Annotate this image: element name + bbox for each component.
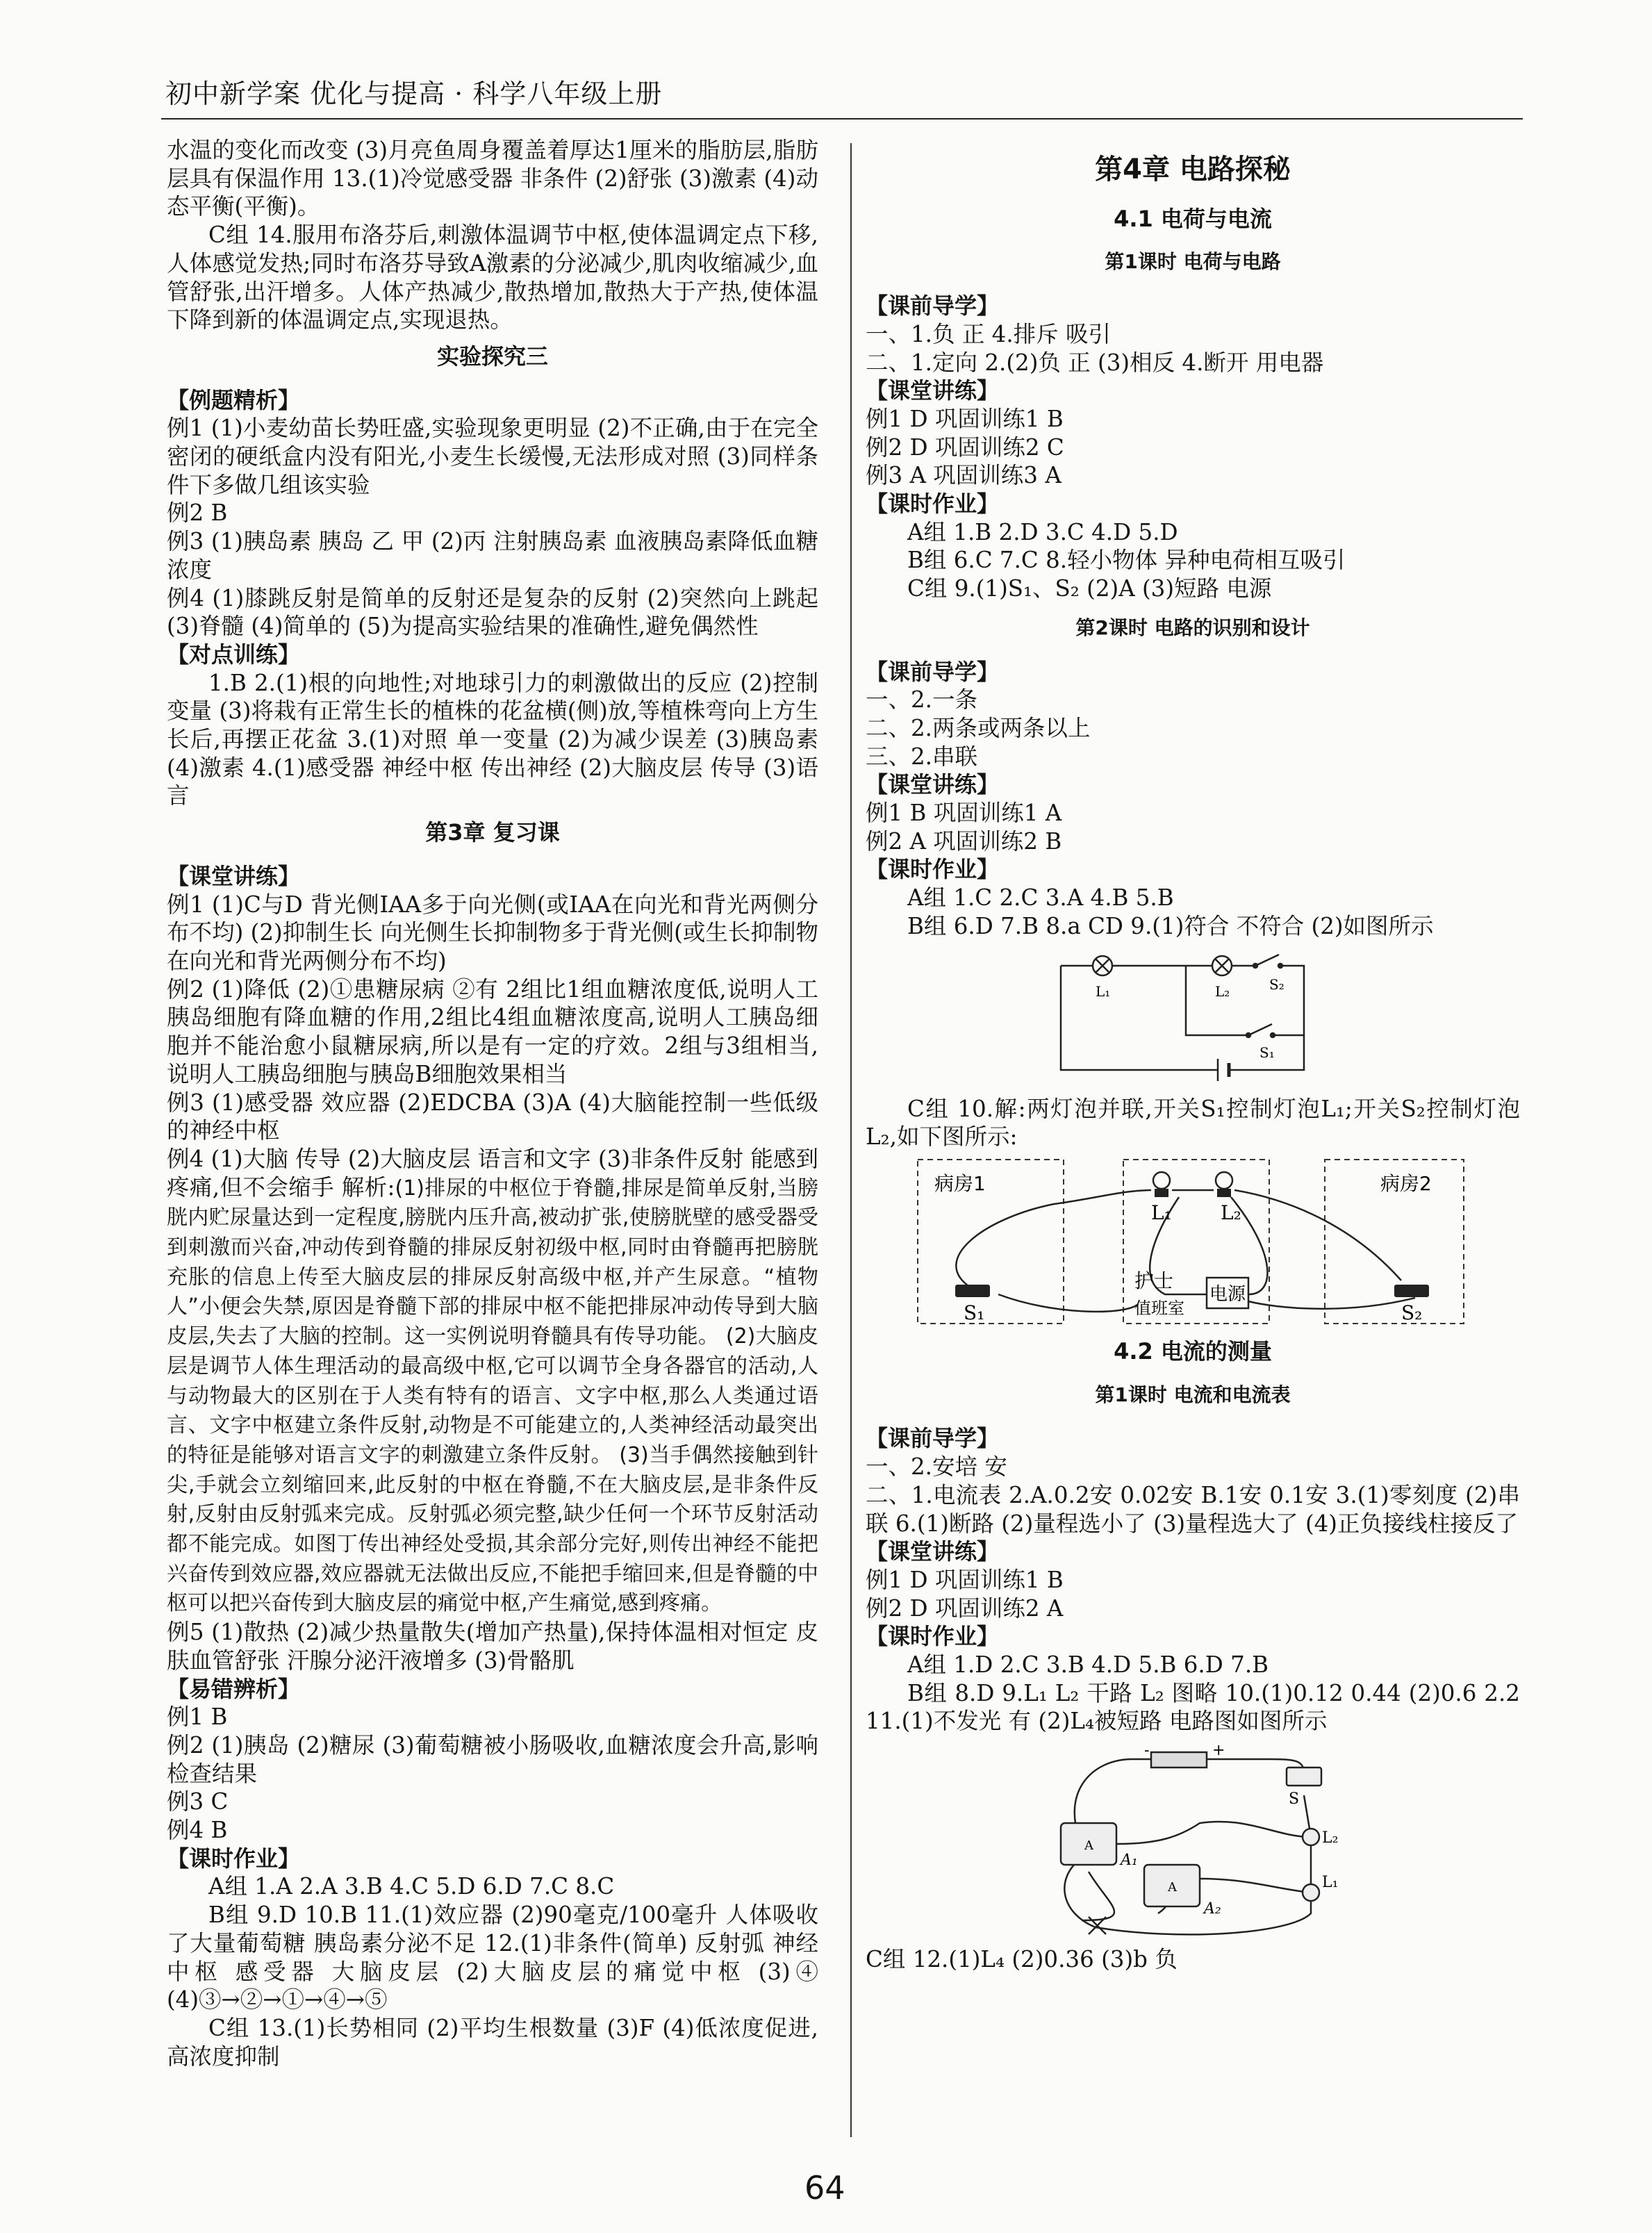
section-title: 实验探究三 xyxy=(436,343,548,370)
switch-label: S₁ xyxy=(964,1301,985,1324)
switch-label: S₂ xyxy=(1269,975,1285,993)
answer-line: A组 1.A 2.A 3.B 4.C 5.D 6.D 7.C 8.C xyxy=(208,1873,615,1900)
switch-label: S xyxy=(1289,1790,1300,1808)
battery-plus-label: + xyxy=(1212,1742,1225,1760)
column-divider xyxy=(850,143,852,2137)
left-column xyxy=(167,136,818,2070)
section-title: 4.1 电荷与电流 xyxy=(1114,205,1272,232)
analysis-text: (1)排尿的中枢位于脊髓,排尿是简单反射,当膀胱内贮尿量达到一定程度,膀胱内压升高,被动扩张,使膀胱壁的感受器受到刺激而兴奋,冲动传到脊髓的排尿反射初级中枢,同时由脊髓再把膀胱充胀的信息上传至大脑皮层的排尿反射高级中枢,并产生尿意。“植物人”小便会失禁,原因是脊髓下部的排尿中枢不能把排尿冲动传导到大脑皮层,失去了大脑的控制。这一实例说明脊髓具有传导功能。 (2)大脑皮层是调节人体生理活动的最高级中枢,它可以调节全身各器官的活动,人与动物最大的区别在于人类有特有的语言、文字中枢,那么人类通过语言、文字中枢建立条件反射,动物是不可能建立的,人类神经活动最突出的特征是能够对语言文字的刺激建立条件反射。 (3)当手偶然接触到针尖,手就会立刻缩回来,此反射的中枢在脊髓,不在大脑皮层,是非条件反射,反射由反射弧来完成。反射弧必须完整,缺少任何一个环节反射活动都不能完成。如图丁传出神经处受损,其余部分完好,则传出神经不能把兴奋传到效应器,效应器就无法做出反应,不能把手缩回来,但是脊髓的中枢可以把兴奋传到大脑皮层的痛觉中枢,产生痛觉,感到疼痛。 xyxy=(167,1176,818,1616)
lamp-label: L₁ xyxy=(1322,1874,1339,1892)
power-label: 电源 xyxy=(1209,1283,1246,1305)
section-label: 【课前导学】 xyxy=(866,1425,1000,1452)
section-label: 【课时作业】 xyxy=(866,491,1000,518)
answer-line: C组 13.(1)长势相同 (2)平均生根数量 (3)F (4)低浓度促进,高浓度抑制 xyxy=(167,2015,818,2070)
section-label: 【对点训练】 xyxy=(167,641,301,668)
answer-line: 例1 B xyxy=(167,1704,228,1731)
answer-line: A组 1.B 2.D 3.C 4.D 5.D xyxy=(907,518,1178,545)
paragraph: C组 14.服用布洛芬后,刺激体温调节中枢,使体温调定点下移,人体感觉发热;同时布洛芬导致A激素的分泌减少,肌肉收缩减少,血管舒张,出汗增多。人体产热减少,散热增加,散热大于产热,使体温下降到新的体温调定点,实现退热。 xyxy=(167,222,818,333)
section-label: 【课时作业】 xyxy=(866,1623,1000,1650)
answer-line: 二、1.定向 2.(2)负 正 (3)相反 4.断开 用电器 xyxy=(866,349,1324,376)
answer-line: 例2 A 巩固训练2 B xyxy=(866,827,1062,855)
answer-line: C组 9.(1)S₁、S₂ (2)A (3)短路 电源 xyxy=(907,575,1272,602)
series-parallel-circuit-figure xyxy=(1047,945,1339,1091)
answer-line: 例2 D 巩固训练2 C xyxy=(866,434,1064,461)
ammeter-label: A₁ xyxy=(1121,1852,1138,1870)
ward-call-circuit-figure xyxy=(915,1155,1471,1329)
section-label: 【课前导学】 xyxy=(866,292,1000,320)
answer-line: 例1 D 巩固训练1 B xyxy=(866,405,1064,432)
section-label: 【课堂讲练】 xyxy=(167,862,301,889)
answer-line: 例4 (1)膝跳反射是简单的反射还是复杂的反射 (2)突然向上跳起 (3)脊髓 (4)简单的 (5)为提高实验结果的准确性,避免偶然性 xyxy=(167,584,818,640)
lamp-label: L₂ xyxy=(1215,982,1230,1000)
section-label: 【课时作业】 xyxy=(167,1845,301,1872)
chapter-title: 第4章 电路探秘 xyxy=(1095,154,1291,186)
answer-line: 例1 (1)小麦幼苗长势旺盛,实验现象更明显 (2)不正确,由于在完全密闭的硬纸盒内没有阳光,小麦生长缓慢,无法形成对照 (3)同样条件下多做几组该实验 xyxy=(167,415,818,498)
answer-line: 一、2.安培 安 xyxy=(866,1453,1007,1481)
answer-line: 一、2.一条 xyxy=(866,686,978,714)
lamp-label: L₁ xyxy=(1096,982,1111,1000)
section-title: 4.2 电流的测量 xyxy=(1114,1337,1272,1365)
answer-line: 三、2.串联 xyxy=(866,743,978,770)
page-number: 64 xyxy=(804,2169,845,2207)
room-label: 护士 xyxy=(1134,1269,1174,1292)
lamp-label: L₂ xyxy=(1322,1829,1339,1847)
answer-line: 例1 (1)C与D 背光侧IAA多于向光侧(或IAA在向光和背光两侧分布不均) (2)抑制生长 向光侧生长抑制物多于背光侧(或生长抑制物在向光和背光两侧分布不均) xyxy=(167,891,818,974)
answer-line: 例2 (1)胰岛 (2)糖尿 (3)葡萄糖被小肠吸收,血糖浓度会升高,影响检查结果 xyxy=(167,1731,818,1787)
answer-line: 例2 B xyxy=(167,500,228,527)
answer-line: B组 6.D 7.B 8.a CD 9.(1)符合 不符合 (2)如图所示 xyxy=(907,912,1434,939)
answer-line: 例2 D 巩固训练2 A xyxy=(866,1595,1064,1622)
section-label: 【课堂讲练】 xyxy=(866,1538,1000,1565)
meter-face-label: A xyxy=(1084,1838,1093,1854)
answer-line: 例4 B xyxy=(167,1817,228,1844)
ammeter-circuit-figure xyxy=(1040,1740,1346,1941)
answer-line: A组 1.C 2.C 3.A 4.B 5.B xyxy=(907,884,1174,912)
answer-line: 二、2.两条或两条以上 xyxy=(866,714,1091,741)
ammeter-label: A₂ xyxy=(1204,1900,1221,1918)
lesson-title: 第2课时 电路的识别和设计 xyxy=(1075,616,1310,639)
ward-label: 病房1 xyxy=(934,1171,986,1195)
answer-line: 例3 C xyxy=(167,1788,229,1815)
section-label: 【课堂讲练】 xyxy=(866,771,1000,798)
room-label: 值班室 xyxy=(1134,1298,1184,1318)
right-column xyxy=(866,136,1520,1974)
paragraph: 水温的变化而改变 (3)月亮鱼周身覆盖着厚达1厘米的脂肪层,脂肪层具有保温作用 13.(1)冷觉感受器 非条件 (2)舒张 (3)激素 (4)动态平衡(平衡)。 xyxy=(167,137,818,220)
answer-text: 例4 (1)大脑 传导 (2)大脑皮层 语言和文字 (3)非条件反射 能感到疼痛,但不会缩手 解析: xyxy=(167,1145,818,1201)
meter-face-label: A xyxy=(1168,1880,1177,1895)
chapter-title: 第3章 复习课 xyxy=(425,819,560,846)
answer-line: 例1 D 巩固训练1 B xyxy=(866,1566,1064,1593)
answer-line: A组 1.D 2.C 3.B 4.D 5.B 6.D 7.B xyxy=(907,1651,1269,1679)
answer-line: 例2 (1)降低 (2)①患糖尿病 ②有 2组比1组血糖浓度低,说明人工胰岛细胞有降血糖的作用,2组比4组血糖浓度高,说明人工胰岛细胞并不能治愈小鼠糖尿病,所以是有一定的疗效。2组与3组相当,说明人工胰岛细胞与胰岛B细胞效果相当 xyxy=(167,975,818,1087)
section-label: 【易错辨析】 xyxy=(167,1675,301,1702)
answer-line: 例3 (1)胰岛素 胰岛 乙 甲 (2)丙 注射胰岛素 血液胰岛素降低血糖浓度 xyxy=(167,528,818,583)
lesson-title: 第1课时 电流和电流表 xyxy=(1095,1383,1291,1406)
header-rule xyxy=(161,118,1523,120)
lesson-title: 第1课时 电荷与电路 xyxy=(1105,250,1281,274)
answer-line: 例3 (1)感受器 效应器 (2)EDCBA (3)A (4)大脑能控制一些低级的神经中枢 xyxy=(167,1089,818,1144)
ward-label: 病房2 xyxy=(1380,1171,1432,1195)
section-label: 【课前导学】 xyxy=(866,658,1000,685)
switch-label: S₂ xyxy=(1401,1301,1423,1324)
answer-line: 二、1.电流表 2.A.0.2安 0.02安 B.1安 0.1安 3.(1)零刻度 (2)串联 6.(1)断路 (2)量程选小了 (3)量程选大了 (4)正负接线柱接反了 xyxy=(866,1481,1520,1537)
battery-minus-label: - xyxy=(1144,1742,1150,1760)
section-label: 【课堂讲练】 xyxy=(866,377,1000,404)
lamp-label: L₂ xyxy=(1221,1201,1241,1224)
answer-line: B组 9.D 10.B 11.(1)效应器 (2)90毫克/100毫升 人体吸收了大量葡萄糖 胰岛素分泌不足 12.(1)非条件(简单) 反射弧 神经中枢 感受器 大脑皮层 (2)大脑皮层的痛觉中枢 (3)④ (4)③→②→①→④→⑤ xyxy=(167,1902,818,2013)
section-label: 【课时作业】 xyxy=(866,856,1000,883)
answer-line: C组 10.解:两灯泡并联,开关S₁控制灯泡L₁;开关S₂控制灯泡L₂,如下图所示: xyxy=(866,1095,1520,1151)
answer-line: B组 8.D 9.L₁ L₂ 干路 L₂ 图略 10.(1)0.12 0.44 (2)0.6 2.2 11.(1)不发光 有 (2)L₄被短路 电路图如图所示 xyxy=(866,1679,1520,1735)
answer-line: 一、1.负 正 4.排斥 吸引 xyxy=(866,320,1112,347)
answer-line: 例5 (1)散热 (2)减少热量散失(增加产热量),保持体温相对恒定 皮肤血管舒张 汗腺分泌汗液增多 (3)骨骼肌 xyxy=(167,1619,818,1674)
lamp-label: L₁ xyxy=(1151,1201,1172,1224)
switch-label: S₁ xyxy=(1259,1044,1275,1061)
answer-line: 例1 B 巩固训练1 A xyxy=(866,800,1062,827)
section-label: 【例题精析】 xyxy=(167,386,301,413)
answer-line: 1.B 2.(1)根的向地性;对地球引力的刺激做出的反应 (2)控制变量 (3)将栽有正常生长的植株的花盆横(侧)放,等植株弯向上方生长后,再摆正花盆 3.(1)对照 单一变量 (2)为减少误差 (3)胰岛素 (4)激素 4.(1)感受器 神经中枢 传出神经 (2)大脑皮层 传导 (3)语言 xyxy=(167,669,818,809)
answer-line: B组 6.C 7.C 8.轻小物体 异种电荷相互吸引 xyxy=(907,547,1346,574)
page-header: 初中新学案 优化与提高 · 科学八年级上册 xyxy=(165,79,663,109)
answer-line xyxy=(167,1145,818,1618)
answer-line: C组 12.(1)L₄ (2)0.36 (3)b 负 xyxy=(866,1946,1178,1973)
answer-line: 例3 A 巩固训练3 A xyxy=(866,462,1062,489)
